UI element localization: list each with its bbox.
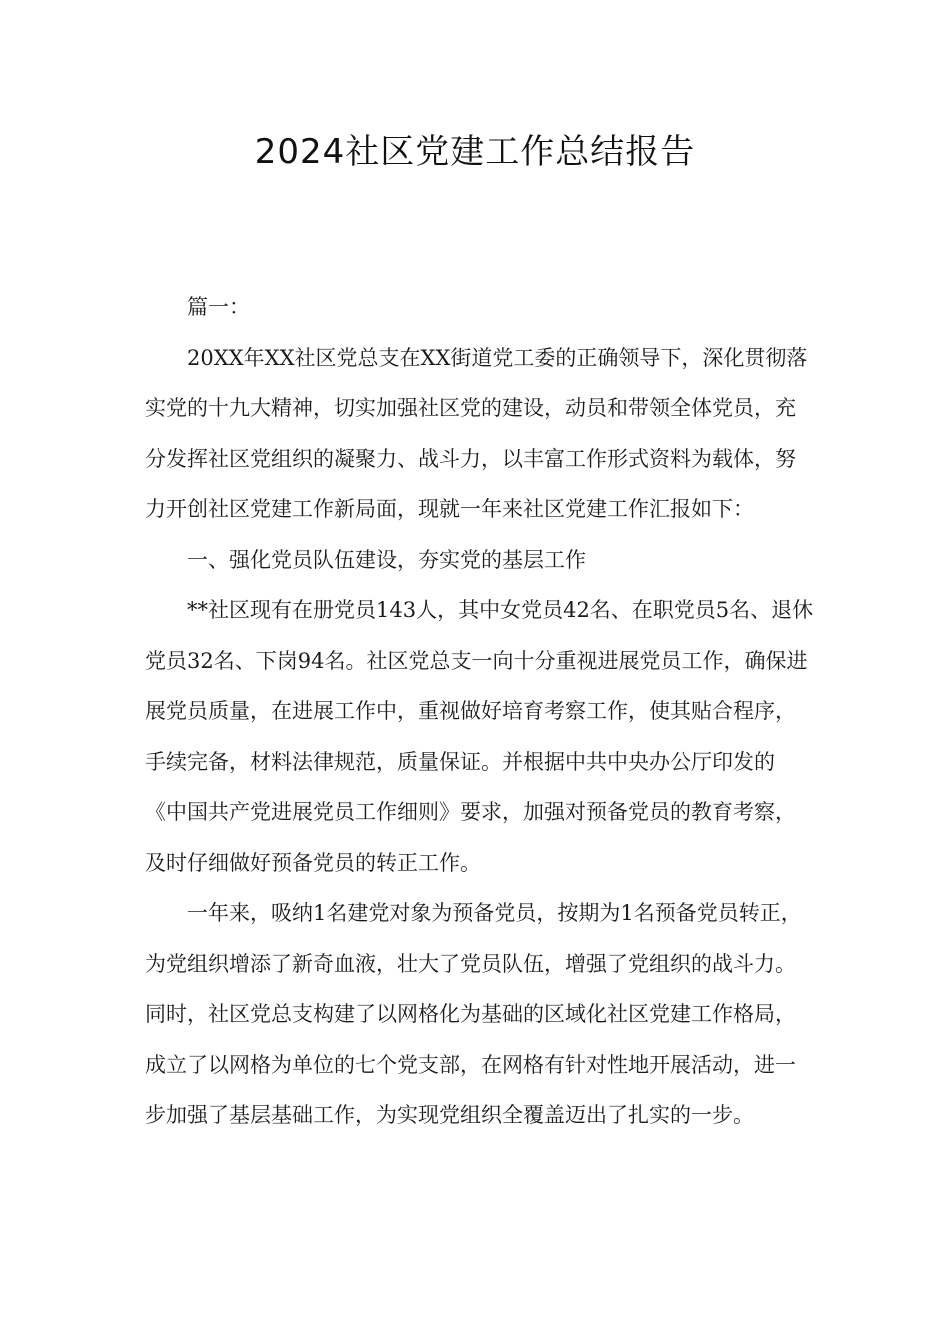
document-title: 2024社区党建工作总结报告 [254,132,696,172]
paragraph-intro: 20XX年XX社区党总支在XX街道党工委的正确领导下，深化贯彻落实党的十九大精神，切实加强社区党的建设，动员和带领全体党员，充分发挥社区党组织的凝聚力、战斗力，以丰富工作形式资料为载体，努力开创社区党建工作新局面，现就一年来社区党建工作汇报如下： [145,345,808,521]
document-body [145,282,815,1141]
section-label: 篇一： [187,295,250,319]
section-heading: 一、强化党员队伍建设，夯实党的基层工作 [187,547,586,572]
paragraph-year-review: 一年来，吸纳1名建党对象为预备党员，按期为1名预备党员转正，为党组织增添了新奇血液，壮大了党员队伍，增强了党组织的战斗力。同时，社区党总支构建了以网格化为基础的区域化社区党建工作格局，成立了以网格为单位的七个党支部，在网格有针对性地开展活动，进一步加强了基层基础工作，为实现党组织全覆盖迈出了扎实的一步。 [145,901,802,1127]
paragraph-members: **社区现有在册党员143人，其中女党员42名、在职党员5名、退休党员32名、下岗94名。社区党总支一向十分重视进展党员工作，确保进展党员质量，在进展工作中，重视做好培育考察工作，使其贴合程序，手续完备，材料法律规范，质量保证。并根据中共中央办公厅印发的《中国共产党进展党员工作细则》要求，加强对预备党员的教育考察，及时仔细做好预备党员的转正工作。 [145,598,814,875]
